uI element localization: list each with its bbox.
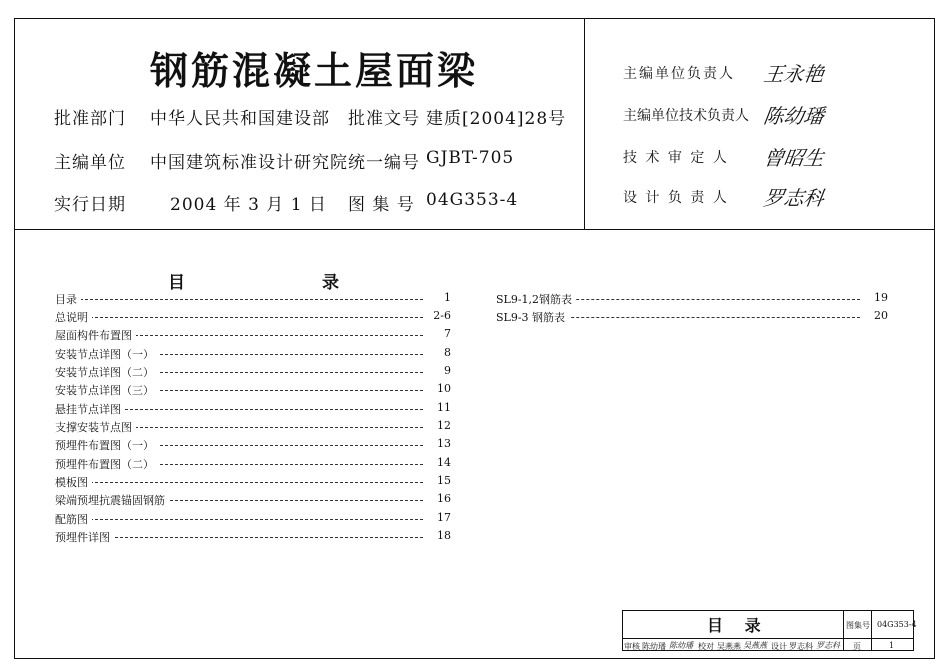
toc-item-title: 总说明	[55, 309, 92, 325]
editor-unit-label: 主编单位	[54, 153, 126, 173]
leader-dashes	[55, 299, 423, 300]
approval-dept-label: 批准部门	[54, 109, 126, 129]
document-title: 钢筋混凝土屋面梁	[150, 48, 479, 93]
toc-item-page: 18	[437, 529, 451, 542]
checker-name: 吴燕燕	[717, 642, 741, 651]
toc-item-embed-detail[interactable]	[55, 529, 451, 545]
reviewer-signature: 陈幼璠	[669, 641, 693, 650]
toc-heading-right: 录	[322, 273, 339, 293]
toc-item-page: 13	[437, 437, 451, 450]
check-label: 校对	[698, 642, 714, 651]
designer-name: 罗志科	[789, 642, 813, 651]
checker-signature: 吴燕燕	[743, 641, 767, 650]
chief-unit-tech-head-label: 主编单位技术负责人	[623, 108, 749, 124]
effective-date-label: 实行日期	[54, 195, 126, 215]
toc-item-title: 预埋件详图	[55, 529, 114, 545]
approval-dept-value: 中华人民共和国建设部	[150, 109, 330, 129]
atlas-label: 图集号	[846, 621, 870, 630]
toc-item-general-notes[interactable]	[55, 309, 451, 325]
toc-item-embed-layout-1[interactable]	[55, 437, 451, 453]
unified-code-value: GJBT-705	[426, 148, 515, 168]
toc-heading-left: 目	[168, 273, 185, 293]
toc-item-page: 20	[874, 309, 888, 322]
toc-item-page: 2-6	[433, 309, 451, 322]
toc-item-page: 19	[874, 291, 888, 304]
title-block-divider	[623, 638, 913, 639]
toc-item-title: 预埋件布置图（一）	[55, 437, 158, 453]
atlas-value: 04G353-4	[877, 620, 917, 629]
toc-item-title: SL9-3 钢筋表	[496, 309, 569, 325]
toc-item-contents[interactable]	[55, 291, 451, 307]
toc-item-hanging-detail[interactable]	[55, 401, 451, 417]
title-block	[622, 610, 917, 651]
approval-doc-label: 批准文号	[348, 109, 420, 129]
toc-item-title: 模板图	[55, 474, 92, 490]
toc-item-page: 16	[437, 492, 451, 505]
technical-reviewer-label: 技 术 审 定 人	[623, 150, 729, 166]
toc-item-title: 预埋件布置图（二）	[55, 456, 158, 472]
leader-dashes	[55, 519, 423, 520]
toc-item-title: SL9-1,2钢筋表	[496, 291, 576, 307]
title-block-divider	[843, 611, 844, 650]
toc-item-brace-install[interactable]	[55, 419, 451, 435]
leader-dashes	[55, 482, 423, 483]
technical-reviewer-signature: 曾昭生	[762, 146, 826, 170]
effective-date-value: 2004 年 3 月 1 日	[170, 195, 327, 215]
header-vertical-divider	[584, 18, 585, 229]
toc-item-reinforcement[interactable]	[55, 511, 451, 527]
toc-item-page: 15	[437, 474, 451, 487]
leader-dashes	[55, 317, 423, 318]
toc-item-install-detail-3[interactable]	[55, 382, 451, 398]
reviewer-name: 陈幼璠	[642, 642, 666, 651]
toc-item-title: 安装节点详图（二）	[55, 364, 158, 380]
unified-code-label: 统一编号	[348, 153, 420, 173]
page-label: 页	[853, 642, 861, 651]
design-head-label: 设 计 负 责 人	[623, 190, 729, 206]
design-head-signature: 罗志科	[762, 186, 826, 210]
atlas-number-value: 04G353-4	[426, 190, 519, 210]
approval-doc-value: 建质[2004]28号	[426, 109, 567, 129]
toc-item-title: 安装节点详图（三）	[55, 382, 158, 398]
toc-item-install-detail-2[interactable]	[55, 364, 451, 380]
chief-unit-tech-head-signature: 陈幼璠	[762, 104, 826, 128]
review-label: 审核	[624, 642, 640, 651]
toc-item-title: 梁端预埋抗震锚固钢筋	[55, 492, 169, 508]
toc-item-install-detail-1[interactable]	[55, 346, 451, 362]
chief-unit-head-signature: 王永艳	[762, 62, 826, 86]
toc-item-rebar-table-1-2[interactable]	[496, 291, 888, 307]
toc-item-title: 屋面构件布置图	[55, 327, 136, 343]
designer-signature: 罗志科	[816, 641, 840, 650]
atlas-number-label: 图 集 号	[348, 195, 415, 215]
toc-item-embed-layout-2[interactable]	[55, 456, 451, 472]
toc-item-page: 8	[444, 346, 451, 359]
toc-item-title: 目录	[55, 291, 81, 307]
toc-item-title: 支撑安装节点图	[55, 419, 136, 435]
header-divider	[14, 229, 935, 230]
editor-unit-value: 中国建筑标准设计研究院	[150, 153, 348, 173]
toc-item-page: 1	[444, 291, 451, 304]
page-value: 1	[889, 641, 895, 650]
toc-item-seismic-anchor[interactable]	[55, 492, 451, 508]
toc-item-page: 7	[444, 327, 451, 340]
toc-item-page: 11	[437, 401, 451, 414]
toc-item-page: 10	[437, 382, 451, 395]
toc-item-title: 悬挂节点详图	[55, 401, 125, 417]
toc-item-page: 17	[437, 511, 451, 524]
toc-item-title: 配筋图	[55, 511, 92, 527]
toc-item-formwork[interactable]	[55, 474, 451, 490]
design-label: 设计	[771, 642, 787, 651]
toc-item-roof-layout[interactable]	[55, 327, 451, 343]
toc-item-page: 9	[444, 364, 451, 377]
toc-item-rebar-table-3[interactable]	[496, 309, 888, 325]
title-block-title: 目 录	[707, 616, 769, 635]
toc-item-page: 12	[437, 419, 451, 432]
toc-item-page: 14	[437, 456, 451, 469]
title-block-divider	[871, 611, 872, 650]
chief-unit-head-label: 主编单位负责人	[623, 66, 735, 82]
toc-item-title: 安装节点详图（一）	[55, 346, 158, 362]
